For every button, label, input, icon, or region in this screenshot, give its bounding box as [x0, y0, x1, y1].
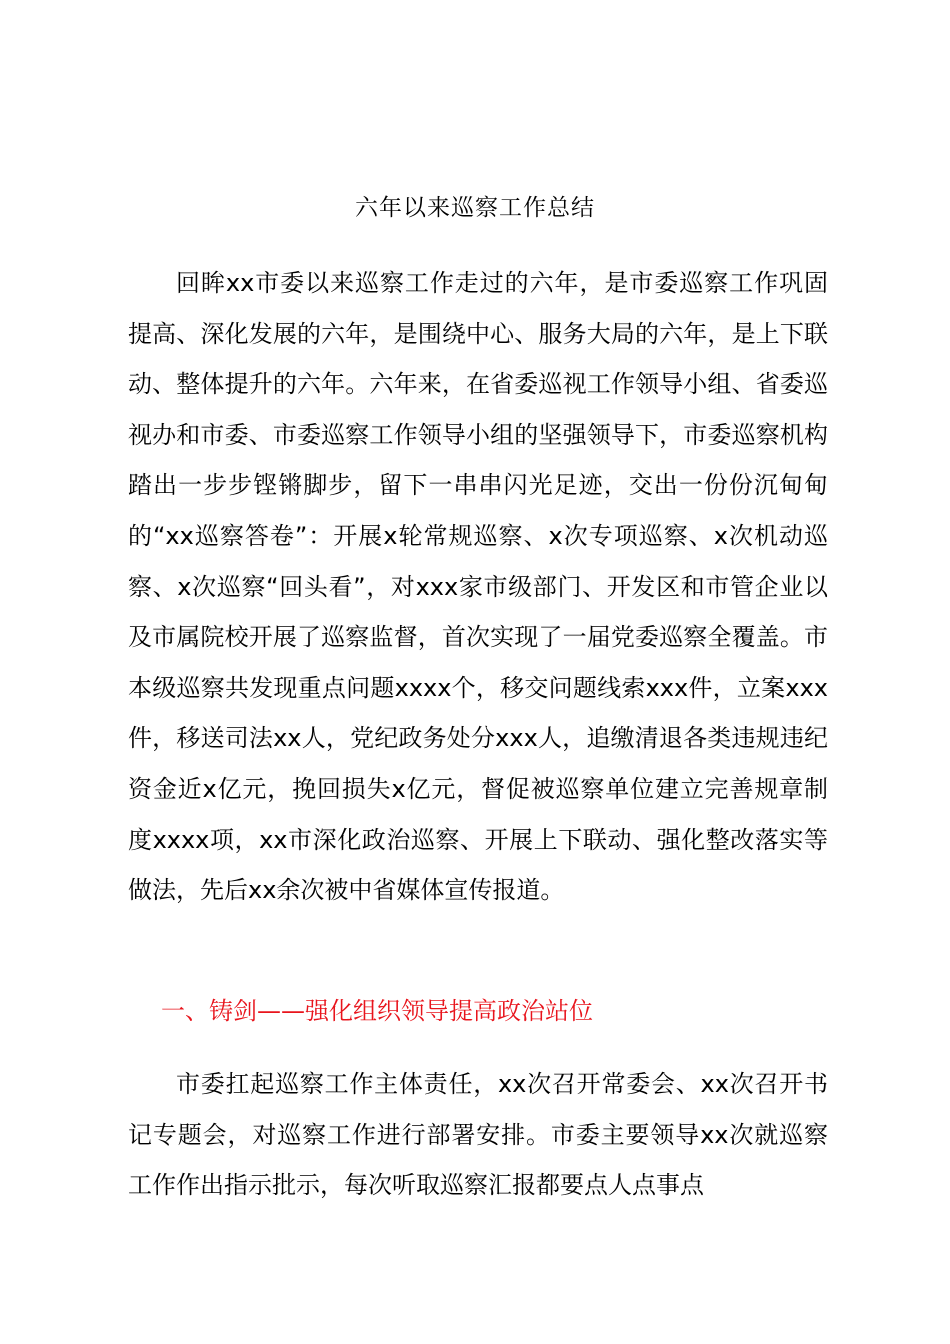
document-title: 六年以来巡察工作总结 — [355, 195, 595, 221]
section-paragraph: 市委扛起巡察工作主体责任，xx次召开常委会、xx次召开书记专题会，对巡察工作进行部署安排。市委主要领导xx次就巡察工作作出指示批示，每次听取巡察汇报都要点人点事点 — [128, 1070, 828, 1200]
intro-paragraph: 回眸xx市委以来巡察工作走过的六年，是市委巡察工作巩固提高、深化发展的六年，是围绕中心、服务大局的六年，是上下联动、整体提升的六年。六年来，在省委巡视工作领导小组、省委巡视办和市委、市委巡察工作领导小组的坚强领导下，市委巡察机构踏出一步步铿锵脚步，留下一串串闪光足迹，交出一份份沉甸甸的“xx巡察答卷”：开展x轮常规巡察、x次专项巡察、x次机动巡察、x次巡察“回头看”，对xxx家市级部门、开发区和市管企业以及市属院校开展了巡察监督，首次实现了一届党委巡察全覆盖。市本级巡察共发现重点问题xxxx个，移交问题线索xxx件，立案xxx件，移送司法xx人，党纪政务处分xxx人，追缴清退各类违规违纪资金近x亿元，挽回损失x亿元，督促被巡察单位建立完善规章制度xxxx项，xx市深化政治巡察、开展上下联动、强化整改落实等做法，先后xx余次被中省媒体宣传报道。 — [128, 269, 828, 905]
section-heading: 一、铸剑——强化组织领导提高政治站位 — [161, 997, 593, 1025]
